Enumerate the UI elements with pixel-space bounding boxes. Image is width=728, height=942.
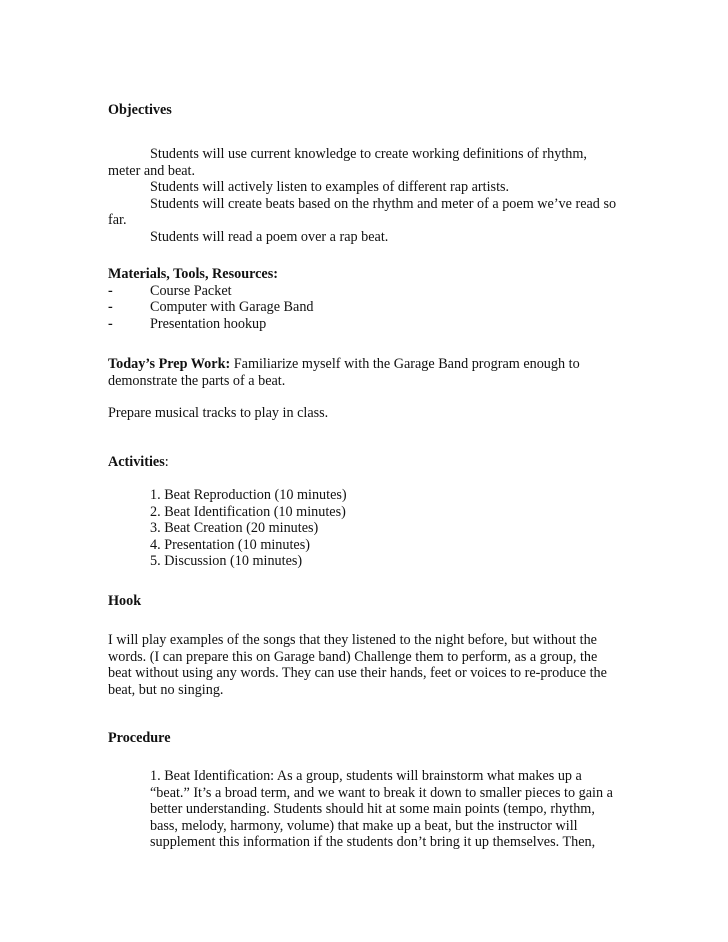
activity-item: 5. Discussion (10 minutes) xyxy=(150,553,303,569)
activity-item: 4. Presentation (10 minutes) xyxy=(150,536,310,553)
dash-marker: - xyxy=(108,299,113,315)
materials-heading: Materials, Tools, Resources: xyxy=(108,266,278,282)
prep-tracks-line: Prepare musical tracks to play in class. xyxy=(108,405,329,421)
objective-item xyxy=(108,179,628,196)
objective-text: Students will create beats based on the rhythm and meter of a poem we’ve read so xyxy=(150,195,617,212)
objective-item xyxy=(108,146,628,163)
prep-line-1 xyxy=(108,356,628,373)
objective-text: Students will actively listen to examples of different rap artists. xyxy=(150,179,510,195)
hook-heading: Hook xyxy=(108,593,142,609)
material-item xyxy=(108,316,628,333)
activities-colon: : xyxy=(164,454,169,470)
objective-text-continued: far. xyxy=(108,212,127,228)
procedure-paragraph xyxy=(150,768,630,851)
prep-line-2: demonstrate the parts of a beat. xyxy=(108,372,286,389)
activities-heading: Activities xyxy=(108,454,165,470)
prep-heading: Today’s Prep Work: xyxy=(108,356,231,372)
dash-marker: - xyxy=(108,282,113,299)
activity-item: 1. Beat Reproduction (10 minutes) xyxy=(150,487,347,503)
activity-item: 2. Beat Identification (10 minutes) xyxy=(150,503,346,520)
hook-line: beat, but no singing. xyxy=(108,681,224,698)
objective-text: Students will read a poem over a rap beat. xyxy=(150,228,389,245)
hook-line: words. (I can prepare this on Garage band) Challenge them to perform, as a group, the xyxy=(108,648,598,665)
activity-item: 3. Beat Creation (20 minutes) xyxy=(150,520,319,536)
hook-line: I will play examples of the songs that they listened to the night before, but without the xyxy=(108,632,597,648)
objective-text: Students will use current knowledge to create working definitions of rhythm, xyxy=(150,146,587,162)
procedure-line: 1. Beat Identification: As a group, students will brainstorm what makes up a xyxy=(150,768,582,784)
objective-item xyxy=(108,196,628,213)
dash-marker: - xyxy=(108,315,113,332)
objective-text-continued: meter and beat. xyxy=(108,162,196,179)
objectives-heading: Objectives xyxy=(108,102,172,118)
material-text: Computer with Garage Band xyxy=(150,299,314,315)
prep-text: Familiarize myself with the Garage Band program enough to xyxy=(233,356,580,372)
prep-section xyxy=(108,356,628,389)
hook-paragraph xyxy=(108,632,628,698)
objectives-list xyxy=(108,146,628,245)
procedure-heading: Procedure xyxy=(108,730,171,746)
hook-line: beat without using any words. They can use their hands, feet or voices to re-produce the xyxy=(108,665,607,681)
procedure-line: bass, melody, harmony, volume) that make up a beat, but the instructor will xyxy=(150,817,578,834)
procedure-line: “beat.” It’s a broad term, and we want to break it down to smaller pieces to gain a xyxy=(150,784,613,801)
materials-section xyxy=(108,266,628,332)
objective-item xyxy=(108,229,628,246)
material-item xyxy=(108,299,628,316)
material-text: Course Packet xyxy=(150,282,232,299)
material-item xyxy=(108,283,628,300)
procedure-line: supplement this information if the students don’t bring it up themselves. Then, xyxy=(150,834,596,850)
activities-heading-line xyxy=(108,454,628,471)
material-text: Presentation hookup xyxy=(150,315,267,332)
procedure-line: better understanding. Students should hit at some main points (tempo, rhythm, xyxy=(150,801,595,817)
activities-list xyxy=(108,487,628,570)
